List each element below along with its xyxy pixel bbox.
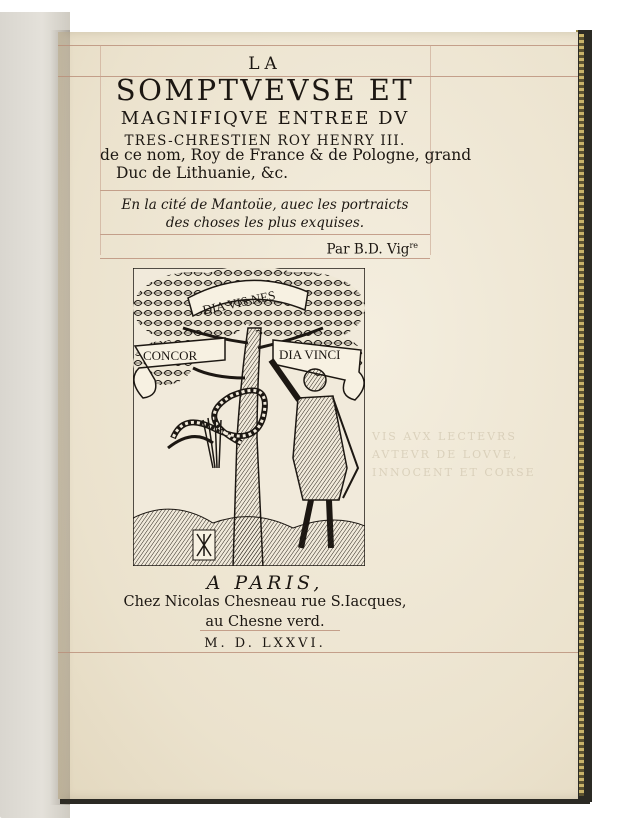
author-line	[100, 241, 430, 258]
banner-top-text: DIA VIS NES	[201, 287, 277, 318]
ruled-line-5	[100, 258, 430, 259]
title-line-6: Duc de Lithuanie, &c.	[116, 164, 289, 182]
author-name: Par B.D. Vig	[326, 241, 410, 258]
ruled-line-4	[100, 234, 430, 235]
ruled-line-bottom	[58, 652, 578, 653]
title-line-5: de ce nom, Roy de France & de Pologne, grand	[100, 146, 472, 164]
showthrough-line-2: AVTEVR DE LOVVE,	[372, 448, 519, 461]
title-line-3: MAGNIFIQVE ENTREE DV	[120, 108, 410, 129]
imprint-printer: Chez Nicolas Chesneau rue S.Iacques,	[123, 594, 407, 610]
title-line-2: SOMPTVEVSE ET	[115, 73, 415, 107]
title-line-4: TRES-CHRESTIEN ROY HENRY III.	[124, 133, 406, 149]
gutter-shadow	[50, 30, 70, 805]
imprint-sign: au Chesne verd.	[205, 614, 325, 630]
banner-left-text: CONCOR	[143, 348, 198, 363]
ruled-line-6	[200, 630, 340, 631]
title-line-1: LA	[248, 54, 282, 74]
imprint-date: M. D. LXXVI.	[204, 636, 326, 651]
subtitle-line-1: En la cité de Mantoüe, auec les portraicts	[121, 197, 409, 213]
ruled-line-top	[58, 45, 578, 46]
showthrough-line-3: INNOCENT ET CORSE	[372, 466, 536, 479]
printers-device-woodcut	[133, 268, 365, 566]
subtitle-line-2: des choses les plus exquises.	[165, 215, 365, 231]
imprint-place: A PARIS,	[206, 572, 324, 594]
showthrough-line-1: VIS AVX LECTEVRS	[372, 430, 517, 443]
author-suffix: re	[409, 241, 418, 250]
banner-right-text: DIA VINCI	[279, 347, 341, 362]
gilt-border	[579, 34, 584, 798]
ruled-line-3	[100, 190, 430, 191]
